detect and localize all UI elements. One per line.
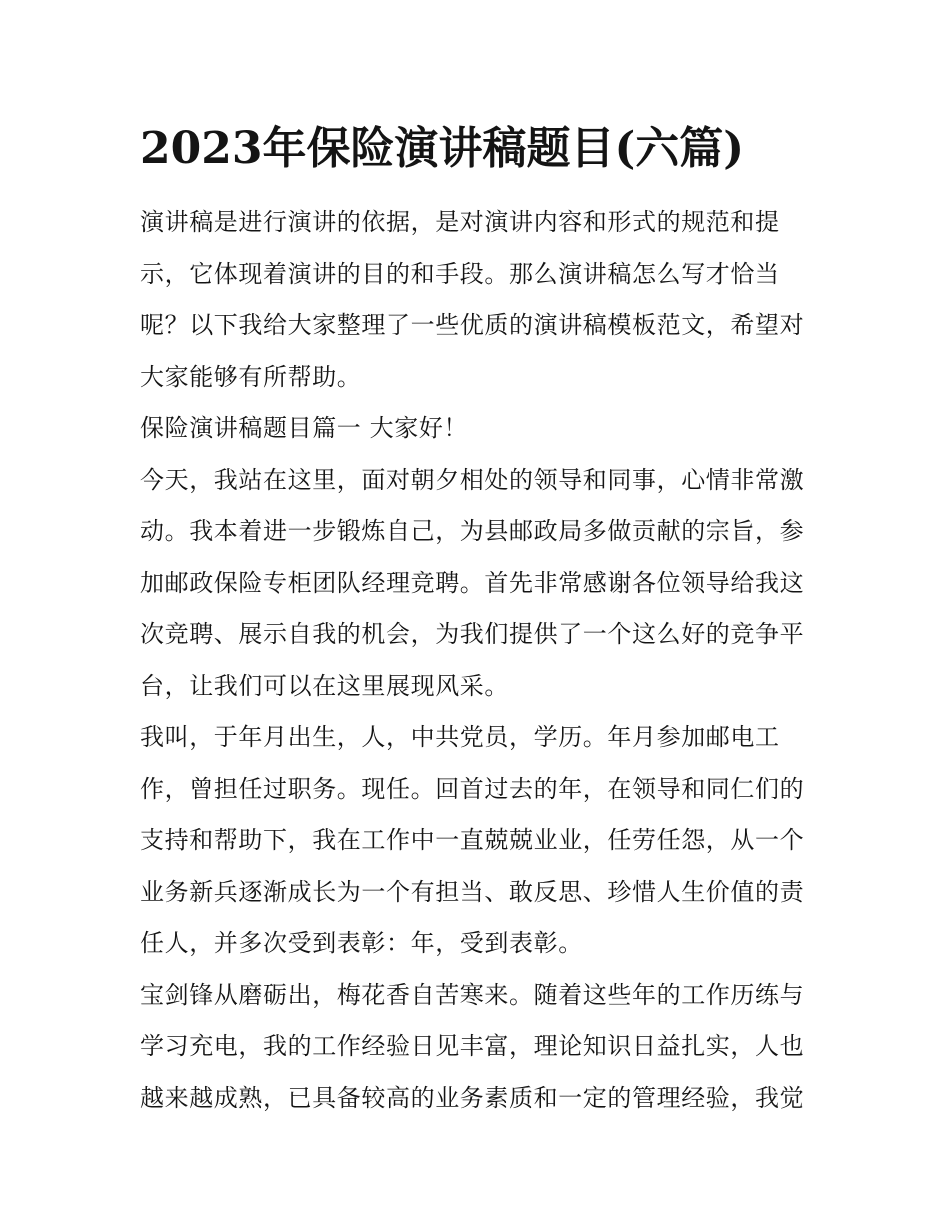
paragraph-today: 今天，我站在这里，面对朝夕相处的领导和同事，心情非常激动。我本着进一步锻炼自己，为县邮政局多做贡献的宗旨，参加邮政保险专柜团队经理竞聘。首先非常感谢各位领导给我这次竞聘、展示自我的机会，为我们提供了一个这么好的竞争平台，让我们可以在这里展现风采。 — [140, 465, 805, 700]
paragraph-experience: 宝剑锋从磨砺出，梅花香自苦寒来。随着这些年的工作历练与学习充电，我的工作经验日见丰富，理论知识日益扎实，人也越来越成熟，已具备较高的业务素质和一定的管理经验，我觉 — [140, 980, 805, 1112]
document-body — [140, 197, 812, 1124]
document-title: 2023年保险演讲稿题目(六篇) — [140, 123, 745, 174]
paragraph-section-heading: 保险演讲稿题目篇一 大家好！ — [140, 414, 469, 442]
paragraph-intro: 演讲稿是进行演讲的依据，是对演讲内容和形式的规范和提示，它体现着演讲的目的和手段。那么演讲稿怎么写才恰当呢？以下我给大家整理了一些优质的演讲稿模板范文，希望对大家能够有所帮助。 — [140, 208, 805, 391]
paragraph-self-intro: 我叫，于年月出生，人，中共党员，学历。年月参加邮电工作，曾担任过职务。现任。回首过去的年，在领导和同仁们的支持和帮助下，我在工作中一直兢兢业业，任劳任怨，从一个业务新兵逐渐成长为一个有担当、敢反思、珍惜人生价值的责任人，并多次受到表彰：年，受到表彰。 — [140, 723, 805, 957]
